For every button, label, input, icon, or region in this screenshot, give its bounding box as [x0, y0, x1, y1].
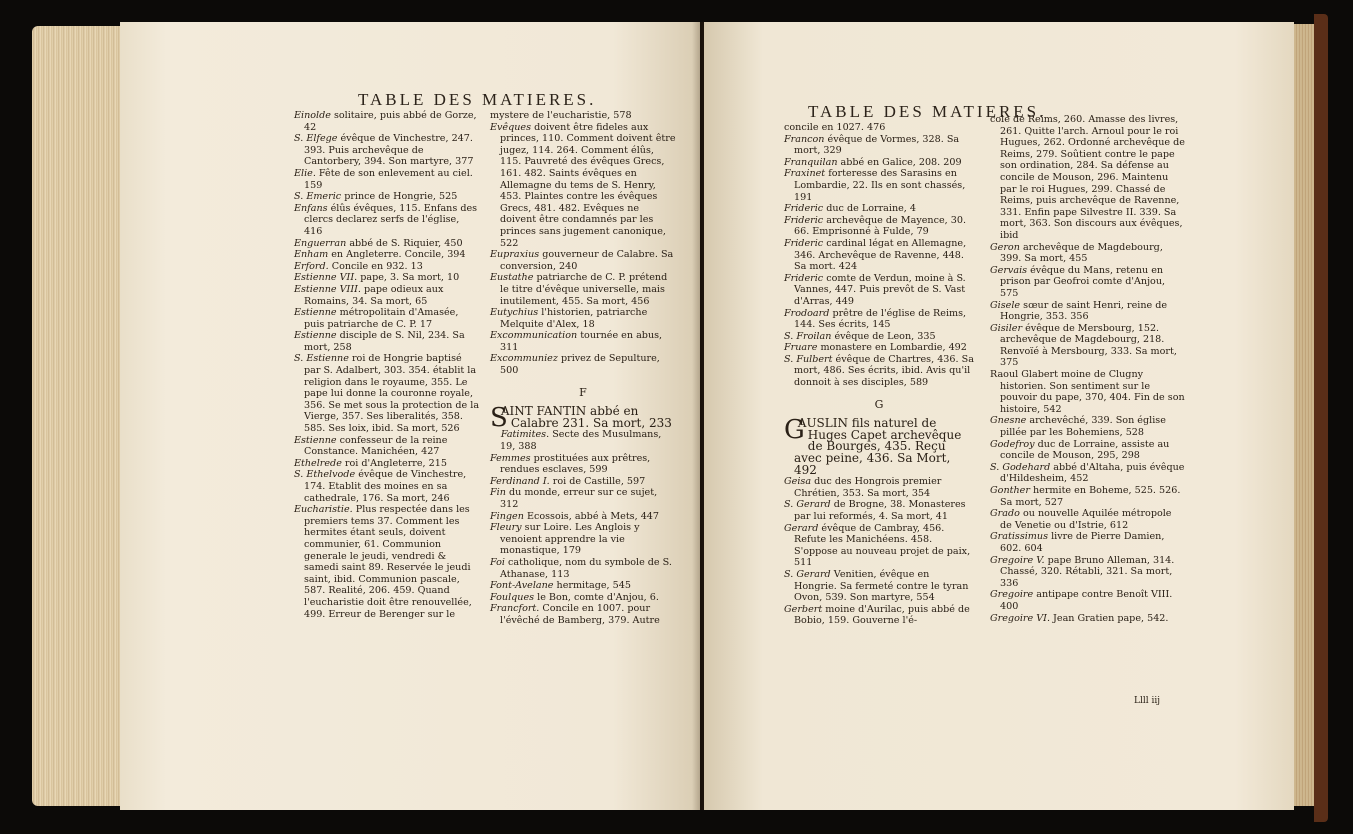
entry-headword: S. Gerard [784, 499, 831, 511]
entry-headword: Gisiler [990, 322, 1023, 334]
index-entry [784, 523, 974, 569]
entry-headword: Gregoire [990, 589, 1034, 601]
index-entry [784, 215, 974, 238]
index-entry [490, 122, 676, 250]
index-entry [294, 249, 480, 261]
index-column-1 [784, 122, 974, 627]
entry-text: Jean Gratien pape, 542. [1050, 612, 1169, 624]
index-entry [990, 508, 1186, 531]
entry-text: abbé de S. Riquier, 450 [346, 237, 463, 249]
page-header: TABLE DES MATIERES. [358, 90, 597, 109]
entry-text: abbé en Galice, 208. 209 [837, 156, 962, 168]
drop-cap-text: AUSLIN fils naturel de Huges Capet archevêque de Bourges, 435. Reçu avec peine, 436. Sa Mort, 492 [794, 416, 962, 477]
page-edges-left [32, 26, 128, 806]
entry-headword: Gerard [784, 522, 819, 534]
entry-headword: Eucharistie. [294, 504, 353, 516]
entry-text: livre de Pierre Damien, 602. 604 [1000, 531, 1165, 554]
entry-headword: Gervais [990, 264, 1028, 276]
entry-text: évêque du Mans, retenu en prison par Geofroi comte d'Anjou, 575 [1000, 264, 1166, 299]
entry-headword: Femmes [490, 452, 531, 464]
entry-headword: Gonther [990, 485, 1030, 496]
signature-mark: Llll iij [1134, 696, 1161, 706]
index-entry [490, 249, 676, 272]
entry-text: duc de Lorraine, 4 [823, 203, 916, 215]
index-entry [990, 613, 1186, 625]
entry-headword: Francon [784, 133, 825, 145]
index-entry [490, 110, 676, 122]
entry-text: de Brogne, 38. Monasteres par lui reformés, 4. Sa mort, 41 [794, 499, 966, 522]
index-entry [490, 557, 676, 580]
entry-text: Plus respectée dans les premiers tems 37. Comment les hermites étant seuls, doivent communier, 61. Communion generale le jeudi, vendredi & samedi saint 89. Reservée le jeudi saint, ibid. Communion pascale, 587. Realité, 206. 459. Quand l'eucharistie doit être renouvellée, 499. Erreur de Berenger sur le [304, 504, 472, 620]
index-entry [784, 354, 974, 389]
entry-text: prostituées aux prêtres, rendues esclaves, 599 [500, 452, 651, 476]
entry-headword: Estienne [294, 434, 337, 446]
entry-text: ou nouvelle Aquilée métropole de Venetie ou d'Istrie, 612 [1000, 508, 1172, 531]
index-entry [294, 203, 480, 238]
entry-headword: Fruare [784, 342, 818, 354]
entry-headword: Geisa [784, 476, 812, 488]
entry-headword: Eutychius [490, 307, 539, 319]
index-entry [784, 203, 974, 215]
index-entry [990, 114, 1186, 242]
index-group [784, 122, 974, 389]
drop-cap-entry [784, 415, 974, 477]
entry-text: doivent être fideles aux princes, 110. Comment doivent être jugez, 114. 264. Comment élûs, 115. Pauvreté des évêques Grecs, 161. 482. Saints évêques en Allemagne du tems de S. Henry, 453. Plaintes contre les évêques Grecs, 481. 482. Evêques ne doivent être condamnés par les princes sans jugement canonique, 522 [500, 121, 676, 249]
entry-text: antipape contre Benoît VIII. 400 [1000, 589, 1173, 612]
index-entry [294, 110, 480, 133]
entry-headword: Gregoire V. [990, 554, 1045, 566]
index-entry [490, 272, 676, 307]
index-entry [784, 134, 974, 157]
entry-headword: S. Emeric [294, 191, 342, 203]
index-entry [294, 307, 480, 330]
index-entry [490, 522, 676, 557]
entry-headword: Enguerran [294, 237, 347, 249]
index-entry [784, 157, 974, 169]
entry-text: solitaire, puis abbé de Gorze, 42 [304, 110, 477, 133]
entry-headword: Ethelrede [294, 457, 342, 469]
index-entry [990, 300, 1186, 323]
drop-cap-text: AINT FANTIN abbé en Calabre 231. Sa mort, 233 [500, 404, 672, 430]
entry-headword: S. Godehard [990, 461, 1051, 473]
entry-text: monastere en Lombardie, 492 [817, 342, 967, 354]
entry-text: forteresse des Sarasins en Lombardie, 22. Ils en sont chassés, 191 [794, 168, 966, 203]
entry-text: Raoul Glabert moine de Clugny historien. Son sentiment sur le pouvoir du pape, 370, 404. Fin de son histoire, 542 [990, 369, 1185, 415]
index-entry [294, 284, 480, 307]
entry-headword: Gnesne [990, 415, 1027, 427]
entry-text: pape Bruno Alleman, 314. Chassé, 320. Rétabli, 321. Sa mort, 336 [1000, 554, 1175, 589]
section-letter: F [579, 385, 587, 399]
entry-headword: Elie. [294, 167, 316, 179]
index-entry [490, 429, 676, 452]
index-entry [784, 308, 974, 331]
entry-text: duc de Lorraine, assiste au concile de Mouson, 295, 298 [1000, 438, 1170, 462]
entry-text: évêque de Vormes, 328. Sa mort, 329 [794, 133, 960, 157]
entry-headword: Fraxinet [784, 168, 826, 180]
entry-headword: S. Froilan [784, 330, 832, 342]
entry-headword: Enham [294, 249, 329, 261]
index-entry [294, 458, 480, 470]
entry-text: archevêque de Magdebourg, 399. Sa mort, 455 [1000, 241, 1163, 265]
entry-text: Concile en 1007. pour l'évêché de Bamberg, 379. Autre [500, 603, 660, 626]
index-entry [990, 589, 1186, 612]
entry-text: roi de Hongrie baptisé par S. Adalbert, 303. 354. établit la religion dans le royaume, 355. Le pape lui donne la couronne royale, 356. Se met sous la protection de la Vierge, 357. Ses liberalités, 358. 585. Ses loix, ibid. Sa mort, 526 [304, 353, 480, 435]
entry-headword: Frideric [784, 237, 824, 249]
entry-headword: S. Ethelvode [294, 469, 356, 481]
entry-text: roi de Castille, 597 [549, 475, 646, 487]
entry-text: pape, 3. Sa mort, 10 [357, 272, 460, 284]
entry-text: hermite en Boheme, 525. 526. Sa mort, 527 [1000, 485, 1181, 508]
entry-headword: S. Gerard [784, 568, 831, 580]
index-entry [490, 603, 676, 626]
index-entry [990, 531, 1186, 554]
index-entry [490, 511, 676, 523]
entry-headword: Eupraxius [490, 249, 540, 261]
index-entry [294, 504, 480, 620]
entry-text: disciple de S. Nil, 234. Sa mort, 258 [304, 330, 465, 353]
entry-text: évêque de Cambray, 456. Refute les Manichéens. 458. S'oppose au nouveau projet de paix, 511 [794, 522, 971, 569]
index-entry [784, 238, 974, 273]
entry-text: évêque de Mersbourg, 152. archevêque de Magdebourg, 218. Renvoïé à Mersbourg, 333. Sa mort, 375 [1000, 322, 1177, 369]
index-entry [294, 272, 480, 284]
index-entry [784, 499, 974, 522]
entry-headword: Gregoire VI. [990, 612, 1050, 624]
index-column-2 [990, 114, 1186, 624]
index-entry [294, 238, 480, 250]
index-entry [490, 353, 676, 376]
entry-text: Venitien, évêque en Hongrie. Sa fermeté contre le tyran Ovon, 539. Son martyre, 554 [794, 568, 969, 604]
entry-text: sœur de saint Henri, reine de Hongrie, 353. 356 [1000, 299, 1168, 323]
entry-headword: Foi [490, 556, 505, 568]
entry-headword: Franquilan [784, 156, 838, 168]
left-page [120, 22, 700, 810]
entry-text: évêque de Chartres, 436. Sa mort, 486. Ses écrits, ibid. Avis qu'il donnoit à ses disciples, 589 [794, 353, 974, 389]
entry-text: confesseur de la reine Constance. Manichéen, 427 [304, 434, 448, 458]
index-entry [990, 462, 1186, 485]
index-entry [784, 273, 974, 308]
entry-headword: Excommuniez [490, 353, 558, 365]
entry-headword: S. Estienne [294, 353, 349, 365]
entry-headword: Fatimites. [500, 429, 550, 441]
index-entry [990, 555, 1186, 590]
index-entry [490, 476, 676, 488]
entry-text: Secte des Musulmans, 19, 388 [500, 429, 662, 453]
entry-headword: Erford. [294, 260, 329, 272]
page-header: TABLE DES MATIERES. [808, 102, 1047, 121]
index-entry [490, 307, 676, 330]
index-entry [294, 330, 480, 353]
entry-text: cardinal légat en Allemagne, 346. Archevêque de Ravenne, 448. Sa mort. 424 [794, 237, 967, 273]
index-entry [294, 469, 480, 504]
entry-text: Fête de son enlevement au ciel. 159 [304, 167, 473, 191]
index-entry [490, 453, 676, 476]
entry-text: roi d'Angleterre, 215 [341, 457, 447, 469]
entry-text: le Bon, comte d'Anjou, 6. [534, 591, 659, 603]
entry-headword: Godefroy [990, 438, 1035, 450]
entry-headword: Estienne [294, 330, 337, 342]
right-page [704, 22, 1294, 810]
drop-cap: G [784, 415, 805, 446]
entry-text: abbé d'Altaha, puis évêque d'Hildesheim, 452 [1000, 461, 1185, 485]
index-entry [294, 435, 480, 458]
drop-cap-entry [490, 403, 676, 434]
entry-text: sur Loire. Les Anglois y venoient apprendre la vie monastique, 179 [500, 522, 640, 557]
entry-headword: Font-Avelane [490, 580, 554, 592]
entry-text: concile en 1027. 476 [784, 122, 886, 133]
entry-text: Ecossois, abbé à Mets, 447 [523, 510, 660, 522]
index-entry [294, 261, 480, 273]
index-column-2 [490, 110, 676, 627]
index-entry [990, 415, 1186, 438]
entry-headword: S. Elfege [294, 133, 338, 145]
entry-text: privez de Sepulture, 500 [500, 353, 660, 377]
entry-headword: Estienne [294, 307, 337, 319]
index-entry [990, 242, 1186, 265]
entry-headword: Gratissimus [990, 531, 1049, 543]
entry-text: hermitage, 545 [553, 580, 631, 592]
entry-headword: S. Fulbert [784, 353, 833, 365]
entry-text: archevêché, 339. Son église pillée par les Bohemiens, 528 [1000, 415, 1166, 439]
index-entry [990, 439, 1186, 462]
entry-headword: Fin [490, 487, 506, 499]
entry-headword: Excommunication [490, 330, 578, 342]
index-entry [294, 191, 480, 203]
entry-headword: Frodoard [784, 307, 830, 319]
entry-text: en Angleterre. Concile, 394 [328, 249, 466, 261]
entry-text: moine d'Aurilac, puis abbé de Bobio, 159. Gouverne l'é- [794, 603, 970, 627]
index-entry [490, 592, 676, 604]
entry-text: métropolitain d'Amasée, puis patriarche de C. P. 17 [304, 307, 459, 330]
index-entry [990, 485, 1186, 508]
index-entry [294, 168, 480, 191]
entry-text: prêtre de l'église de Reims, 144. Ses écrits, 145 [794, 307, 967, 331]
entry-text: archevêque de Mayence, 30. 66. Emprisonné à Fulde, 79 [794, 214, 966, 238]
entry-headword: Einolde [294, 110, 331, 121]
entry-text: gouverneur de Calabre. Sa conversion, 240 [500, 249, 674, 272]
entry-headword: Gerbert [784, 603, 823, 615]
drop-cap: S [490, 403, 508, 434]
entry-headword: Grado [990, 508, 1020, 520]
index-column-1 [294, 110, 480, 620]
index-group [490, 110, 676, 377]
entry-headword: Frideric [784, 214, 824, 226]
section-letter: G [874, 397, 884, 411]
index-entry [784, 569, 974, 604]
entry-text: mystere de l'eucharistie, 578 [490, 110, 632, 121]
entry-text: duc des Hongrois premier Chrétien, 353. Sa mort, 354 [794, 476, 942, 499]
index-entry [490, 330, 676, 353]
entry-text: l'historien, patriarche Melquite d'Alex, 18 [500, 307, 648, 330]
entry-headword: Foulques [490, 591, 535, 603]
entry-headword: Estienne VIII. [294, 283, 361, 295]
index-entry [490, 580, 676, 592]
entry-text: Concile en 932. 13 [328, 260, 423, 272]
index-group [784, 476, 974, 627]
index-entry [784, 476, 974, 499]
entry-headword: Frideric [784, 272, 824, 284]
entry-text: du monde, erreur sur ce sujet, 312 [500, 487, 658, 510]
index-entry [784, 604, 974, 627]
entry-headword: Francfort. [490, 603, 540, 615]
entry-text: comte de Verdun, moine à S. Vannes, 447. Puis prevôt de S. Vast d'Arras, 449 [794, 272, 966, 307]
index-group [490, 429, 676, 626]
index-entry [784, 122, 974, 134]
entry-text: pape odieux aux Romains, 34. Sa mort, 65 [304, 283, 444, 307]
index-entry [490, 487, 676, 510]
entry-headword: Gisele [990, 299, 1021, 311]
index-entry [784, 342, 974, 354]
entry-text: prince de Hongrie, 525 [341, 191, 458, 203]
index-entry [990, 369, 1186, 415]
entry-headword: Ferdinand I. [490, 475, 550, 487]
entry-headword: Evêques [490, 121, 532, 133]
book-cover-edge [1314, 14, 1328, 822]
entry-headword: Geron [990, 241, 1020, 253]
open-book [32, 14, 1322, 822]
entry-text: cole de Reims, 260. Amasse des livres, 261. Quitte l'arch. Arnoul pour le roi Hugues, 262. Ordonné archevêque de Reims, 279. Soûtient contre le pape son ordination, 284. Sa défense au concile de Mouson, 296. Maintenu par le roi Hugues, 299. Chassé de Reims, puis archevêque de Ravenne, 331. Enfin pape Silvestre II. 339. Sa mort, 363. Son discours aux évêques, ibid [990, 114, 1185, 241]
entry-text: tournée en abus, 311 [500, 330, 663, 353]
entry-headword: Enfans [294, 202, 328, 214]
entry-headword: Eustathe [490, 272, 534, 284]
entry-text: évêque de Leon, 335 [831, 330, 936, 342]
entry-text: patriarche de C. P. prétend le titre d'évêque universelle, mais inutilement, 455. Sa mort, 456 [500, 272, 668, 307]
index-entry [294, 353, 480, 434]
entry-text: élûs évêques, 115. Enfans des clercs declarez serfs de l'église, 416 [304, 202, 478, 237]
index-entry [784, 331, 974, 343]
entry-text: catholique, nom du symbole de S. Athanase, 113 [500, 556, 672, 580]
entry-text: évêque de Vinchestre, 247. 393. Puis archevêque de Cantorbery, 394. Son martyre, 377 [304, 133, 474, 168]
index-entry [990, 323, 1186, 369]
entry-headword: Fingen [490, 510, 524, 522]
entry-text: évêque de Vinchestre, 174. Etablit des moines en sa cathedrale, 176. Sa mort, 246 [304, 469, 467, 504]
index-entry [294, 133, 480, 168]
index-entry [990, 265, 1186, 300]
entry-headword: Fleury [490, 522, 522, 534]
entry-headword: Estienne VII. [294, 272, 358, 284]
entry-headword: Frideric [784, 203, 824, 215]
index-entry [784, 168, 974, 203]
